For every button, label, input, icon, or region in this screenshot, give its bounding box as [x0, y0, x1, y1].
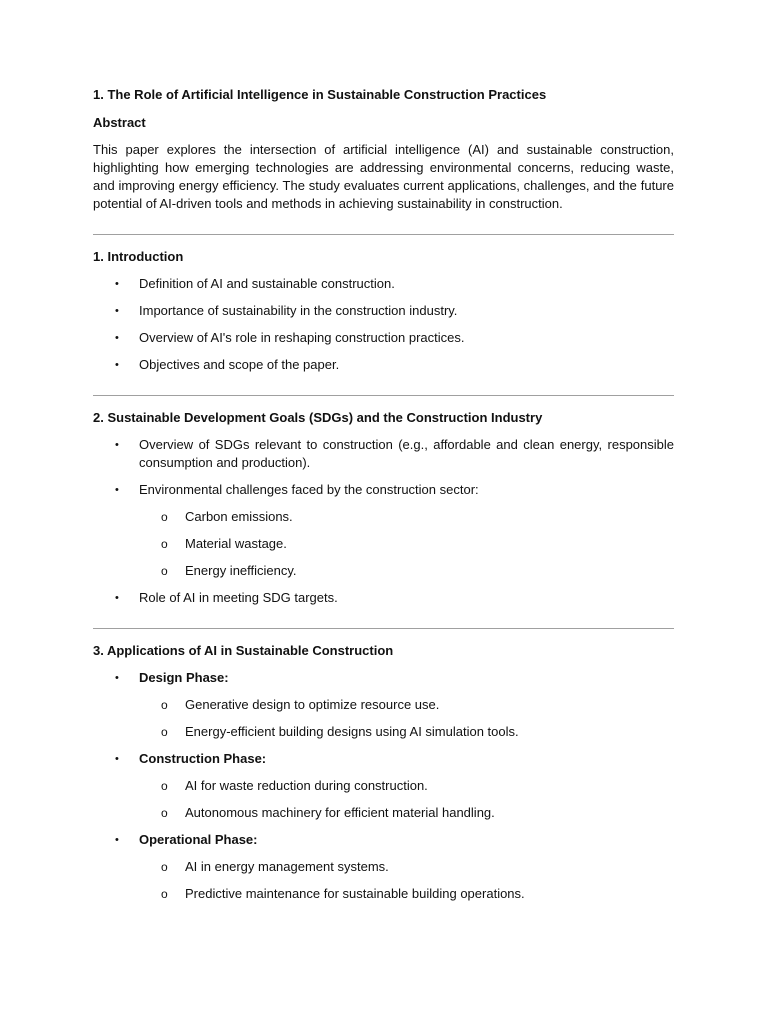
- list-item: [93, 589, 674, 607]
- circle-bullet-icon: o: [161, 510, 168, 524]
- list-item: [93, 356, 674, 374]
- sub-list-item-text: Material wastage.: [185, 536, 287, 551]
- section-divider: [93, 395, 674, 396]
- sub-list-item-text: Predictive maintenance for sustainable building operations.: [185, 886, 525, 901]
- section-heading-introduction: 1. Introduction: [93, 249, 184, 264]
- sub-list-item: [139, 535, 674, 553]
- sub-list-item: [139, 696, 674, 714]
- sub-list: [139, 777, 674, 822]
- list-item: [93, 329, 674, 347]
- phase-label: Design Phase:: [139, 670, 229, 685]
- sub-list: [139, 508, 674, 580]
- circle-bullet-icon: o: [161, 860, 168, 874]
- circle-bullet-icon: o: [161, 725, 168, 739]
- list-item-text: Overview of AI's role in reshaping construction practices.: [139, 330, 465, 345]
- applications-list: [93, 669, 674, 903]
- sub-list-item: [139, 885, 674, 903]
- list-item-text: Overview of SDGs relevant to construction (e.g., affordable and clean energy, responsible consumption and production).: [139, 437, 674, 470]
- list-item: [93, 750, 674, 822]
- bullet-icon: •: [115, 592, 119, 604]
- circle-bullet-icon: o: [161, 779, 168, 793]
- document-title: 1. The Role of Artificial Intelligence in Sustainable Construction Practices: [93, 87, 547, 102]
- sub-list-item: [139, 723, 674, 741]
- circle-bullet-icon: o: [161, 537, 168, 551]
- abstract-heading: Abstract: [93, 115, 146, 130]
- document-content: [93, 86, 674, 924]
- sub-list-item-text: AI in energy management systems.: [185, 859, 389, 874]
- section-divider: [93, 628, 674, 629]
- list-item-text: Role of AI in meeting SDG targets.: [139, 590, 338, 605]
- list-item-text: Environmental challenges faced by the construction sector:: [139, 482, 479, 497]
- section-heading-sdgs: 2. Sustainable Development Goals (SDGs) and the Construction Industry: [93, 410, 543, 425]
- section-divider: [93, 234, 674, 235]
- circle-bullet-icon: o: [161, 564, 168, 578]
- sub-list: [139, 858, 674, 903]
- sub-list-item: [139, 508, 674, 526]
- list-item: [93, 275, 674, 293]
- sub-list-item-text: Energy-efficient building designs using AI simulation tools.: [185, 724, 519, 739]
- sub-list-item-text: Generative design to optimize resource use.: [185, 697, 440, 712]
- sub-list-item: [139, 804, 674, 822]
- circle-bullet-icon: o: [161, 698, 168, 712]
- sub-list-item: [139, 777, 674, 795]
- bullet-icon: •: [115, 305, 119, 317]
- abstract-text: This paper explores the intersection of artificial intelligence (AI) and sustainable construction, highlighting how emerging technologies are addressing environmental concerns, reducing waste, and improving energy efficiency. The study evaluates current applications, challenges, and the future potential of AI-driven tools and methods in achieving sustainability in construction.: [93, 142, 674, 211]
- sub-list-item-text: Carbon emissions.: [185, 509, 293, 524]
- list-item: [93, 302, 674, 320]
- circle-bullet-icon: o: [161, 887, 168, 901]
- bullet-icon: •: [115, 359, 119, 371]
- bullet-icon: •: [115, 439, 119, 451]
- bullet-icon: •: [115, 753, 119, 765]
- sub-list-item: [139, 858, 674, 876]
- list-item-text: Importance of sustainability in the construction industry.: [139, 303, 458, 318]
- list-item: [93, 831, 674, 903]
- list-item: [93, 669, 674, 741]
- sub-list-item-text: Energy inefficiency.: [185, 563, 297, 578]
- sdgs-list: [93, 436, 674, 607]
- bullet-icon: •: [115, 332, 119, 344]
- phase-label: Construction Phase:: [139, 751, 267, 766]
- list-item: [93, 481, 674, 580]
- bullet-icon: •: [115, 834, 119, 846]
- bullet-icon: •: [115, 484, 119, 496]
- introduction-list: [93, 275, 674, 374]
- section-heading-applications: 3. Applications of AI in Sustainable Construction: [93, 643, 394, 658]
- sub-list-item-text: AI for waste reduction during construction.: [185, 778, 428, 793]
- sub-list-item-text: Autonomous machinery for efficient material handling.: [185, 805, 495, 820]
- phase-label: Operational Phase:: [139, 832, 258, 847]
- sub-list: [139, 696, 674, 741]
- bullet-icon: •: [115, 278, 119, 290]
- list-item-text: Definition of AI and sustainable construction.: [139, 276, 395, 291]
- list-item: [93, 436, 674, 472]
- sub-list-item: [139, 562, 674, 580]
- bullet-icon: •: [115, 672, 119, 684]
- list-item-text: Objectives and scope of the paper.: [139, 357, 340, 372]
- circle-bullet-icon: o: [161, 806, 168, 820]
